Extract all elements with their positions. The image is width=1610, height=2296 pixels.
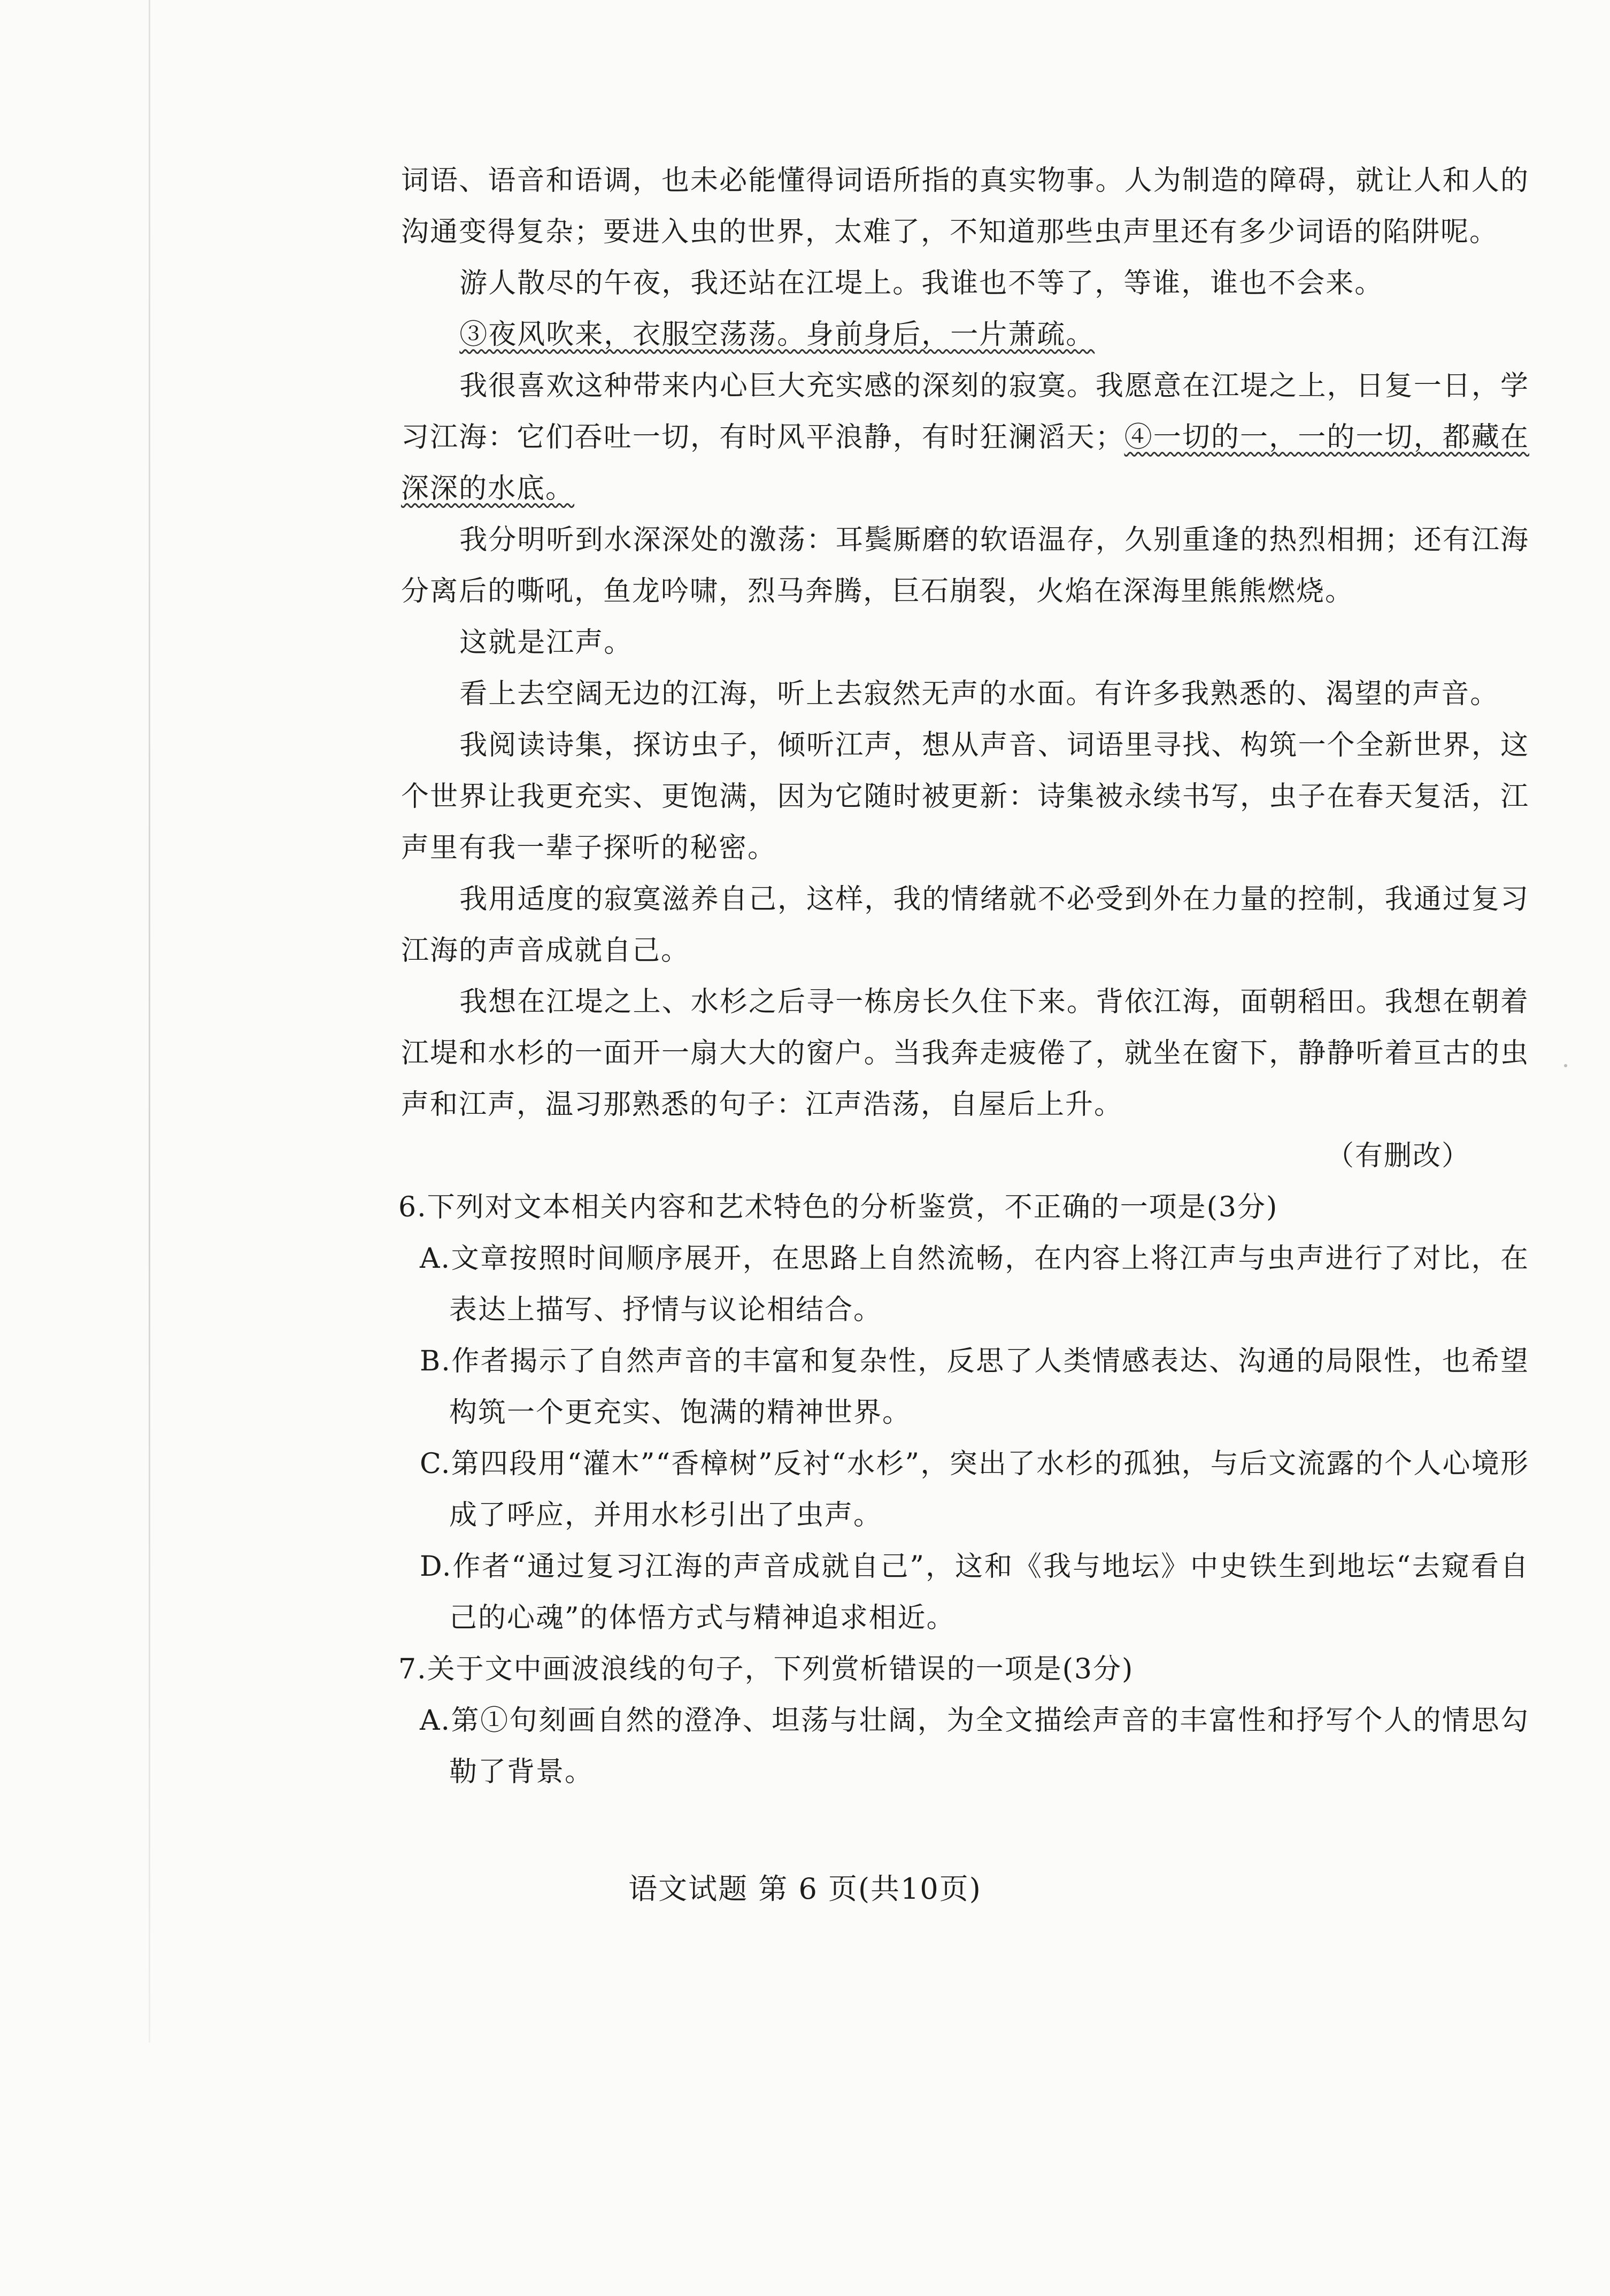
scan-speck [1564,1064,1567,1067]
page-footer: 语文试题 第 6 页(共10页) [628,1872,982,1906]
question-6-option-c: C.第四段用“灌木”“香樟树”反衬“水杉”，突出了水杉的孤独，与后文流露的个人心境形成了呼应，并用水杉引出了虫声。 [420,1448,1529,1531]
question-7-option-a: A.第①句刻画自然的澄净、坦荡与壮阔，为全文描绘声音的丰富性和抒写个人的情思勾勒了背景。 [420,1705,1529,1788]
passage-paragraph-5: 我分明听到水深深处的激荡：耳鬓厮磨的软语温存，久别重逢的热烈相拥；还有江海分离后的嘶吼，鱼龙吟啸，烈马奔腾，巨石崩裂，火焰在深海里熊熊燃烧。 [401,524,1529,607]
question-6-option-a: A.文章按照时间顺序展开，在思路上自然流畅，在内容上将江声与虫声进行了对比，在表达上描写、抒情与议论相结合。 [420,1243,1529,1326]
question-7-stem: 7.关于文中画波浪线的句子，下列赏析错误的一项是(3分) [398,1653,1134,1685]
passage-paragraph-1: 词语、语音和语调，也未必能懂得词语所指的真实物事。人为制造的障碍，就让人和人的沟通变得复杂；要进入虫的世界，太难了，不知道那些虫声里还有多少词语的陷阱呢。 [401,165,1529,248]
passage-paragraph-7: 看上去空阔无边的江海，听上去寂然无声的水面。有许多我熟悉的、渴望的声音。 [459,678,1499,710]
passage-paragraph-6: 这就是江声。 [459,627,633,659]
paragraph-4-text: 我很喜欢这种带来内心巨大充实感的深刻的寂寞。我愿意在江堤之上，日复一日，学习江海：它们吞吐一切，有时风平浪静，有时狂澜滔天； [401,370,1529,453]
wavy-sentence-4: ④一切的一，一的一切，都藏在深深的水底。 [401,421,1529,505]
passage-paragraph-3 [401,309,1529,360]
page-binding-edge [149,0,150,2043]
passage-paragraph-10: 我想在江堤之上、水杉之后寻一栋房长久住下来。背依江海，面朝稻田。我想在朝着江堤和水杉的一面开一扇大大的窗户。当我奔走疲倦了，就坐在窗下，静静听着亘古的虫声和江声，温习那熟悉的句子：江声浩荡，自屋后上升。 [401,986,1529,1121]
source-attribution: （有删改） [1326,1140,1470,1172]
passage-paragraph-2: 游人散尽的午夜，我还站在江堤上。我谁也不等了，等谁，谁也不会来。 [459,267,1384,299]
exam-content [398,155,1529,1798]
passage-paragraph-4 [401,360,1529,514]
passage-paragraph-8: 我阅读诗集，探访虫子，倾听江声，想从声音、词语里寻找、构筑一个全新世界，这个世界让我更充实、更饱满，因为它随时被更新：诗集被永续书写，虫子在春天复活，江声里有我一辈子探听的秘密。 [401,729,1529,864]
question-6-option-d: D.作者“通过复习江海的声音成就自己”，这和《我与地坛》中史铁生到地坛“去窥看自己的心魂”的体悟方式与精神追求相近。 [420,1551,1529,1634]
question-6-stem: 6.下列对文本相关内容和艺术特色的分析鉴赏，不正确的一项是(3分) [398,1191,1278,1223]
question-6-option-b: B.作者揭示了自然声音的丰富和复杂性，反思了人类情感表达、沟通的局限性，也希望构筑一个更充实、饱满的精神世界。 [420,1345,1529,1429]
wavy-sentence-3: ③夜风吹来，衣服空荡荡。身前身后，一片萧疏。 [459,319,1095,351]
passage-paragraph-9: 我用适度的寂寞滋养自己，这样，我的情绪就不必受到外在力量的控制，我通过复习江海的声音成就自己。 [401,883,1529,967]
